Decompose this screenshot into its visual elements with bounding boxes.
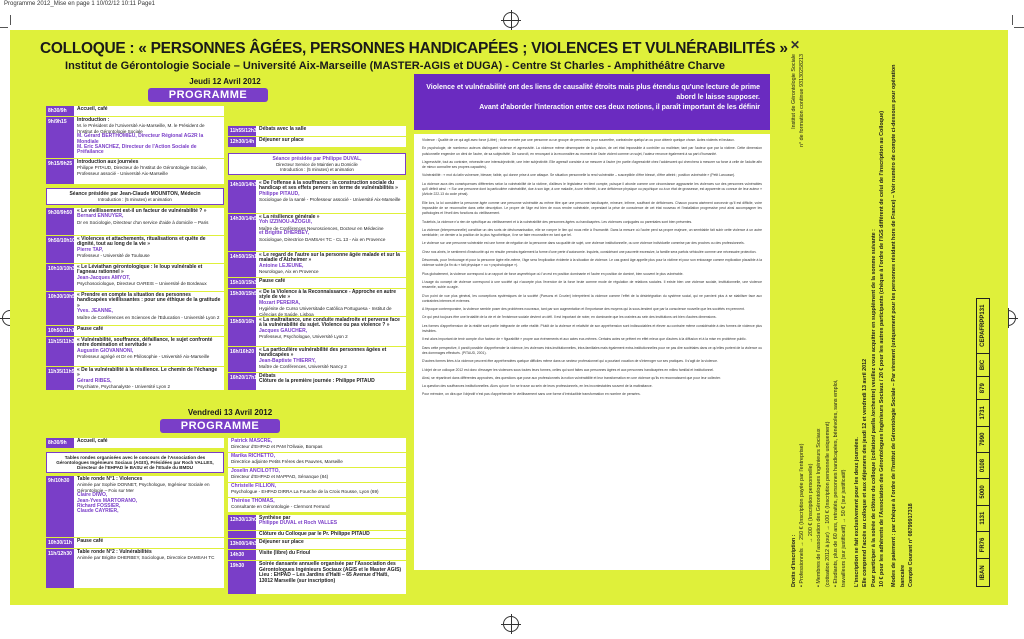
schedule-row [228, 252, 406, 278]
time-slot: 10h30/11h [46, 538, 74, 548]
time-slot: 11h35/11h55 [46, 367, 74, 390]
speaker-name: Thérèse THOMAS, [231, 498, 275, 504]
bank-cell: 5000 [977, 478, 989, 504]
speaker-name: Claude CAYRIER, [77, 508, 119, 515]
schedule-row [46, 159, 224, 185]
fee-line: → 200 € (Inscription personnelle) [807, 463, 814, 543]
schedule-row [228, 137, 406, 148]
row-title: Table ronde N°2 : Vulnérabilités [77, 549, 152, 555]
account-number: Compte Courant n° 08799917318 [908, 503, 915, 587]
schedule-row [228, 289, 406, 317]
schedule-row [46, 337, 224, 367]
speaker-name: et Brigitte DHERBEY, [259, 230, 310, 237]
row-title: « La particulière vulnérabilité des personnes âgées et handicapées » [259, 347, 387, 359]
body-paragraph: Ainsi, se répartiront dans différentes approches, des questions que pose aux professionnels la notion vulnérabilité et leur transformation en une violence qu'ils en reconnaissent que pour leur collecter. [422, 375, 721, 380]
time-slot: 8h30/9h [46, 438, 74, 448]
schedule-row [46, 236, 224, 264]
speaker-name: Marika RICHETTO, [231, 453, 276, 459]
schedule-row [46, 292, 224, 326]
intro-line: Violence et vulnérabilité ont des liens de causalité étroits mais plus étendus qu'une lecture de prime abord le laisse supposer. [426, 84, 760, 101]
row-detail: Directrice adjointe Petits Frères des Pauvres, Marseille [231, 459, 343, 465]
fee-line: (cotisation 2012 à jour) → 100 € (Inscription personnelle uniquement) [824, 421, 831, 587]
body-paragraph: La question des souffrances institutionnelles. Alors qu'une l'on se trouve au sein de leurs professionnels, en les incontestables souvent de la maltraitance. [422, 384, 653, 389]
row-title: « Le regard de l'autre sur la personne âgée malade et sur la maladie d'Alzheimer » [259, 252, 400, 264]
bank-details-table [976, 298, 990, 587]
body-paragraph: Vulnérabilité : « mot du latin vulnerare, blesser, faible, qui donne prise à une attaque. Se situation personnelle la rend vulnérable – susceptible d'être blessé, d'être atteint ; position vulnérable » (Petit Larousse). [422, 173, 736, 178]
fee-line: • Professionnels → 250 € (Inscription payée par l'entreprise) [799, 443, 806, 587]
time-slot: 15h10/15h30 [230, 280, 260, 286]
body-paragraph: Violence : Qualité de ce qui agit avec force (Littré) ; force exercée par une personne ou un groupe de personnes pour soumettre, contraindre quelqu'un ou pour obtenir quelque chose. Actes violents et brutaux. [422, 138, 735, 142]
row-title: Introduction aux journées [77, 159, 139, 165]
body-paragraph: Dans cette perspective, il paraît possible d'appréhender la violence, les violences intra-institutionnelles, intra-familiales mais également extra-institutionnelles pour ne pas dire sociétales dans ce qu'elles portent de la violence ou des dommages effectués. (PITAUD, 2001). [422, 345, 762, 355]
row-title: « De la Violence à la Reconnaissance - Approche en autre style de vie » [259, 289, 396, 301]
row-title: Introduction : [77, 117, 110, 123]
bank-cell: 1131 [977, 505, 989, 531]
body-paragraph: A l'époque contemporaine, la violence semble poser des problèmes nouveaux, tant par son augmentation et l'importance des moyens qui la sous-tendent que par la conscience nouvelle que les sociétés en prennent. [422, 307, 745, 312]
day2-programme-banner: PROGRAMME [160, 419, 280, 433]
row-title: Clôture du Colloque par le Pr. Philippe PITAUD [259, 531, 370, 537]
schedule-row [228, 561, 406, 595]
time-slot: 14h50/15h10 [228, 252, 256, 277]
speaker-row [228, 468, 406, 483]
schedule-row [228, 373, 406, 391]
body-paragraph: L'usage du concept de violence correspond à une société qui n'accepte plus l'exercice de la force brute comme mode de régulation de relations sociales. Il existe bien une violence sociale, institutionnelle, une violence ressentie, subie ou agie. [422, 279, 762, 290]
schedule-row [46, 538, 224, 549]
row-detail: Professeur, Psychologue, Université Lyon 2 [259, 334, 348, 340]
schedule-row [46, 438, 224, 449]
speaker-row [228, 498, 406, 513]
day1-programme-banner: PROGRAMME [148, 88, 268, 102]
time-slot: 15h30/15h50 [228, 289, 256, 316]
registration-mark [503, 12, 519, 28]
crop-mark [10, 15, 11, 25]
row-detail: Directeur d'EHPAD et PAM l'Olivaie, Bompas [231, 444, 323, 450]
time-slot: 9h/10h30 [46, 476, 74, 537]
row-title: Pause café [77, 538, 104, 544]
speaker-name: Philippe PITAUD, [259, 190, 300, 197]
speaker-name: M. Gérard BERTHOMIEU, Directeur Régional AG2R la Mondiale [77, 133, 204, 145]
formation-number: n° de formation continue 93130258213 [799, 54, 806, 147]
round-table-note: Tables rondes organisées avec le concours de l'Association des Gérontologues Ingénieurs Sociaux (AGIS), Présidées par Roch VALLES, Directeur de l'EHPAD le BASU et de l'Etude du BMDU [46, 452, 224, 473]
row-detail: M. le Président de l'Université Aix-Marseille, M. le Président de l'Institut de Gérontologie Sociale [77, 123, 205, 134]
dinner-note: Pour participer à la soirée de clôture du colloque (collation/ paella /orchestre) veuillez vous acquitter en supplément de la somme suivante : [870, 229, 877, 587]
row-title: « La résilience générale » [259, 214, 320, 220]
speaker-row [228, 438, 406, 453]
row-title: « Prendre en compte la situation des personnes handicapées vieillissantes : pour une éthique de la gratitude » [77, 292, 221, 309]
row-title: Table ronde N°1 : Violences [77, 476, 143, 482]
schedule-row [46, 549, 224, 589]
registration-panel [776, 44, 1004, 599]
speaker-row [228, 483, 406, 498]
row-title: Synthèse par [259, 515, 291, 521]
row-title: Soirée dansante annuelle organisée par l'Association des Gérontologues Ingénieurs Sociaux (AGIS et le Master AGIS) [259, 561, 402, 573]
page-title: COLLOQUE : « PERSONNES ÂGÉES, PERSONNES HANDICAPÉES ; VIOLENCES ET VULNÉRABILITÉS » [40, 40, 788, 57]
row-detail: Consultante en Gérontologie - Clermont Ferrand [231, 504, 330, 510]
row-title: Pause café [259, 278, 286, 284]
meal-note: Elle comprend l'accès au colloque et aux déjeuners des jeudi 12 et vendredi 13 avril 2012 [862, 358, 869, 587]
speaker-name: Joselin ANCILOTTO, [231, 468, 280, 474]
speaker-name: Mozart PEREIRA, [259, 299, 301, 306]
body-paragraph: L'agressivité, tout au contraire, nécessite une intersubjectivité, une inter subjectivité. Elle agressif consiste à se mesurer à l'autre (en partie d'agressivité chez l'adolescent qui cherchera à mesurer sa force à celle de l'adulte afin de mieux connaître ses propres capacités). [422, 159, 762, 170]
body-text [414, 134, 770, 570]
time-slot: 10h30/10h50 [46, 292, 74, 325]
intro-panel [414, 74, 770, 130]
body-paragraph: Ce qui peut toujours être une brutalité de la vie et de l'existence sociale devient un défi. Il est important de noter, en dominante que les craintes au sein des institutions ont bien d'autres dimensions. [422, 315, 717, 320]
bank-cell: FR76 [977, 531, 989, 559]
schedule-row [228, 347, 406, 373]
body-paragraph: Les formes d'appréhension de la réalité sont partie intégrante de cette réalité. Plutôt de la violence et relativité de son appréhension sont indissociables et élever au contraire même considérable à des formes de violence plus invisibles. [422, 323, 762, 334]
body-paragraph: Plus globalement, la violence correspond à un rapport de force asymétrique où l'un est en position dominante et l'autre en position de dominé, bien souvent le plus vulnérable. [422, 271, 684, 276]
row-detail: Psychiatre, Psychanalyste - Université Lyon 2 [77, 384, 171, 390]
bank-cell: 1731 [977, 399, 989, 425]
row-title: « Le vieillissement est-il un facteur de vulnérabilité ? » [77, 208, 207, 214]
schedule-row [228, 317, 406, 347]
schedule-row [46, 476, 224, 538]
row-title: « Le Léviathan gérontologique : le loup vulnérable et l'agneau rationnel » [77, 264, 203, 276]
time-slot: 12h30/13h00 [228, 515, 256, 530]
day2-date: Vendredi 13 Avril 2012 [187, 408, 273, 417]
schedule-row [46, 106, 224, 117]
row-title: Accueil, café [77, 106, 108, 112]
day1-left-column [46, 106, 224, 391]
bank-cell: BIC [977, 353, 989, 376]
time-slot: 19h30 [228, 561, 256, 594]
schedule-row [228, 539, 406, 550]
time-slot: 9h50/10h10 [46, 236, 74, 263]
speaker-name: Patrick MASCRE, [231, 438, 273, 444]
speaker-name: Philippe DUVAL et Roch VALLES [259, 520, 338, 527]
time-slot: 11h55/12h30 [230, 128, 260, 134]
row-title: Visite (libre) du Frioul [259, 550, 311, 557]
time-slot [228, 531, 256, 538]
schedule-row [228, 531, 406, 539]
crop-mark [0, 27, 8, 28]
dinner-price: 10 € pour les adhérents de l'Association des Gérontologues Ingénieurs Sociaux / 20 € pour les autres participants (chèque à l'ordre de l'IGS différent de celui de l'inscription au Colloque) [879, 110, 886, 587]
time-slot: 15h50/16h [228, 317, 256, 346]
row-detail: Sociologue, Directrice DAMSAH TC - CL 13 - Aix en Provence [259, 236, 386, 242]
fee-line: • Membres de l'association des Gérontologues Ingénieurs Sociaux [816, 428, 823, 587]
speaker-name: Gérard RIBES, [77, 377, 112, 384]
session-subtitle: Directeur Service de Maintien au Domicile [276, 162, 358, 167]
body-paragraph: Il est alors important de tenir compte d'un facteur de « figurabilité » propre aux événements et aux actes eux-mêmes. Certains actes se prêtent en effet mieux que d'autres à la diffusion et à la mise en problème public. [422, 337, 747, 342]
row-detail: Maître de Conférences Neurosciences, Docteur en Médecine [259, 225, 384, 231]
speaker-name: Jean-Yves MARTORANO, [77, 497, 138, 504]
fees-title: Droits d'inscription : [791, 534, 797, 587]
schedule-row [46, 326, 224, 337]
speaker-name: Antoine LEJEUNE, [259, 262, 304, 269]
row-detail: Animée par Brigitte DHERBEY, Sociologue, Directrice DAMSAH TC [77, 555, 215, 561]
row-title: Débats avec la salle [259, 126, 307, 132]
body-paragraph: La violence aura des conséquences différentes selon la vulnérabilité de la victime, d'ailleurs le législateur en tient compte, puisque il aborde comme une circonstance aggravante les violences sur des personnes vulnérables qu'il définit ainsi : « Sur une personne dont la particulière vulnérabilité, due à son âge, à une maladie, à une infirmité, à une déficience physique ou psychique ou à un état de grossesse, est apparente ou connue de leur auteur » (Article 222-13 du code pénal). [422, 181, 762, 197]
session-label: Séance présidée par Jean-Claude MOUNITON, Médecin [69, 191, 201, 197]
row-detail: Professeur - Université de Toulouse [77, 253, 150, 259]
row-title: « De l'offense à la souffrance : la construction sociale du handicap et ses effets pervers en terme de vulnérabilités » [259, 180, 398, 192]
session-label: Séance présidée par Philippe DUVAL, [272, 156, 362, 162]
speaker-name: Bernard ENNUYER, [77, 213, 124, 220]
time-slot: 9h15/9h25 [46, 159, 74, 184]
row-detail: Directeur d'EHPAD et MAPPAD, Sénanque (84) [231, 474, 329, 480]
row-detail: Maître de Conférences en Sciences de l'Education - Université Lyon 2 [77, 314, 220, 320]
time-slot: 14h30/14h50 [228, 214, 256, 251]
registration-mark [503, 616, 519, 632]
inscription-note: L'inscription se fait exclusivement pour les deux journées. [853, 437, 860, 587]
speaker-name: M. Eric SANCHEZ, Directeur de l'Action Sociale de Préfailance [77, 144, 197, 156]
fee-line: • Etudiants, plus de 60 ans, retraités, personnes handicapées, bénévoles, sans emploi, [833, 379, 840, 587]
time-slot: 10h10/10h30 [46, 264, 74, 291]
fee-line: travailleurs (sur justificatif) → 50 € (sur justificatif) [841, 469, 848, 587]
day1-date: Jeudi 12 Avril 2012 [189, 77, 261, 86]
intro-line: Avant d'aborder l'interaction entre ces deux notions, il paraît important de les définir [479, 104, 760, 111]
schedule-row [228, 180, 406, 214]
body-paragraph: La violence (interpersonnelle) constitue un des sorts de déshumanisation, elle se rompre le lien qui nous relie à l'humanité. Dans la mesure où l'autre perd sa propre majeure, un semblable fait subir cette violence à un autre semblable ; ce dernier a la position de la plus hypothétique, il ne se faire reconnaître en tant que tel. [422, 227, 762, 238]
row-title: Accueil, café [77, 438, 108, 444]
time-slot: 12h30/14h [230, 139, 255, 145]
row-title: « Vulnérabilité, souffrance, défaillance, le sujet confronté entre domination et servitude » [77, 337, 213, 349]
body-paragraph: Toutefois, la violence n'a rien de spécifique au vieillissement et à la vulnérabilité des personnes âgées ou handicapées. Les violences conjugales ou parentales sont bien présentes. [422, 219, 693, 224]
schedule-row [46, 208, 224, 236]
row-title: Pause café [77, 326, 104, 332]
schedule-row [46, 117, 224, 159]
row-detail: Dr en Sociologie, Directeur d'un service d'aide à domicile – Paris [77, 219, 209, 225]
schedule-row [46, 367, 224, 391]
bank-cell: 879 [977, 376, 989, 399]
time-slot: 8h30/9h [46, 106, 74, 116]
row-detail: Psychosociologue, Directeur OAREIS – Université de Bordeaux [77, 281, 207, 287]
bank-cell: IBAN [977, 558, 989, 586]
row-detail: Sociologue de la santé - Professeur associé - Université Aix-Marseille [259, 197, 401, 203]
speaker-name: Jean-Jacques AMYOT, [77, 274, 131, 281]
page-subtitle: Institut de Gérontologie Sociale – Université Aix-Marseille (MASTER-AGIS et DUGA) - Centre St Charles - Amphithéâtre Charve [65, 60, 725, 72]
file-header: Programme 2012_Mise en page 1 10/02/12 10:11 Page1 [4, 1, 155, 7]
row-detail: Lieu : EHPAD – Les Jardins d'Haïti – 65 Avenue d'Haïti, 13012 Marseille (sur inscription) [259, 572, 389, 584]
day2-left-column [46, 438, 224, 589]
row-detail: Philippe PITAUD, Directeur de l'Institut de Gérontologie Sociale, Professeur associé - Université Aix-Marseille [77, 165, 207, 176]
speaker-name: Christelle FILLION, [231, 483, 277, 489]
schedule-row [46, 264, 224, 292]
body-paragraph: En psychologie, de nombreux auteurs distinguent violence et agressivité. La violence même désemparée de la pulsion, de cet état impossible à contrôler ou maîtriser, tant par l'auteur que par la victime. Cette dimension pulsionnelle engendre un déni de l'autre, de sa subjectivité. De surcroît, en renonçant à la reconnaître au moment de l'acte violent comme un sujet, l'auteur renonce également à sa part d'humanité. [422, 146, 762, 156]
speaker-name: Augustin GIOVANNONI, [77, 347, 134, 354]
row-detail: Hygiénite de Curso Universitade Católica Portuguesa - Institut de Ciências de Saúde, Lisboa [259, 306, 392, 316]
row-detail: Animée par Sophie DONNET, Psychologue, Ingénieur Sociale en Gérontologie – Foix sur Mer [77, 482, 210, 493]
body-paragraph: Chez nos aînés, le sentiment d'insécurité qui en résulte prendra également la forme d'une perte d'autonomie. Inquiets, considérant une pauvreté excessive, la famille sera parfois véhiculée comme une nécessaire protection. [422, 249, 757, 254]
day1-right-column [228, 126, 406, 391]
row-detail: Professeur agrégé et Dr en Philosophie - Université Aix-Marseille [77, 354, 210, 360]
body-paragraph: Désormais, pour l'entourage et pour la personne âgée elle-même, l'âge sera l'explication évidente à la situation de violence. Le cas grand âge appelle plus pour la victime et pour son entourage comme explication plausible à la violence subie (la fin du « fait physique » ou « psychologique »). [422, 258, 762, 268]
time-slot: 16h/16h20 [228, 347, 256, 372]
schedule-row [228, 515, 406, 531]
day2-right-column [228, 438, 406, 595]
schedule-row [228, 550, 406, 561]
speaker-name: Jacques GAUCHER, [259, 327, 308, 334]
schedule-row [228, 214, 406, 252]
speaker-name: Yoh IZZINOU-AZOGUI, [259, 219, 312, 226]
row-title: « Violences et attachements, ritualisations et quête de dignité, tout au long de la vie » [77, 236, 206, 248]
time-slot: 16h20/17h15 [228, 373, 256, 390]
body-paragraph: Le violence sur une personne vulnérable est une forme de négation de la personne dans sa qualité de sujet, une violence institutionnelle, ou une violence individuelle commise par des proches ou des professionnels. [422, 241, 745, 246]
crop-mark [1014, 27, 1024, 28]
body-paragraph: D'autres formes liées à la violence peuvent être appréhendées quelque difficiles même dans un secteur professionnel qui a pourtant vocation de s'interroger sur ses pratiques. Il s'agit de la violence. [422, 359, 718, 364]
time-slot: 10h50/11h15 [48, 328, 78, 334]
row-title: Débats [259, 373, 276, 379]
body-paragraph: Pour mémoire, on dira que l'objectif n'est pas d'appréhender le vieillissement sans une forme d'irréductible transformation en nombre de pensées. [422, 392, 641, 397]
body-paragraph: L'objet de ce colloque 2012 est donc d'essayer les violences sous toutes leurs formes, celles qui sont faites aux personnes âgées et aux personnes handicapées en milieu familial et institutionnel. [422, 367, 714, 372]
time-slot: 14h10/14h30 [228, 180, 256, 213]
row-detail: Clôture de la première journée : Philippe PITAUD [259, 378, 375, 385]
row-title: Déjeuner sur place [259, 539, 304, 546]
row-title: Déjeuner sur place [259, 137, 304, 143]
session-note: Introduction : (5 minutes) et animation [98, 197, 172, 202]
row-detail: Neurologue, Aix en Provence [259, 269, 319, 275]
session-note: Introduction : (5 minutes) et animation [280, 167, 354, 172]
bank-cell: 0108 [977, 452, 989, 478]
bank-cell: CEPAFRPP131 [979, 304, 986, 347]
schedule-row [228, 126, 406, 137]
row-title: « La maltraitance, une conduite maladroite et perverse face à la vulnérabilité du sujet. Violence ou pas violence ? » [259, 317, 400, 329]
row-detail: Maître de Conférences, Université Nancy 2 [259, 364, 347, 370]
row-detail: Psychologue - EHPAD DIRRA La Fourche de la Croix Rousse, Lyon (69) [231, 489, 379, 495]
time-slot: 9h/9h15 [46, 117, 74, 158]
session-chair [46, 188, 224, 205]
close-icon: ✕ [790, 38, 801, 52]
time-slot: 11h/12h30 [46, 549, 74, 588]
schedule-row [228, 278, 406, 289]
speaker-name: Jean-Baptiste THIERRY, [259, 357, 316, 364]
payment-note: Modes de paiement : par chèque à l'ordre de l'Institut de Gérontologie Sociale – Par virement (uniquement pour les personnes résidant hors de France) – Voir numéro de compte ci-dessous pour opération bancaire [891, 64, 906, 587]
institute-name: Institut de Gérontologie Sociale [791, 54, 797, 129]
time-slot: 13h00/14h30 [230, 541, 260, 548]
body-paragraph: D'un point de vue plus général, les conceptions systémiques de la société (Parsons et Crozier) interprètent la violence comme l'effet de la désintégration du système social, qui ne parvient plus à se stabiliser face aux contraintes internes et externes. [422, 293, 762, 303]
time-slot: 9h30/9h50 [46, 208, 74, 235]
speaker-name: Pierre TAP, [77, 246, 103, 253]
bank-cell: 7990 [977, 426, 989, 452]
crop-mark [1012, 15, 1013, 25]
session-chair [228, 153, 406, 175]
speaker-name: Yves. JEANNE, [77, 308, 113, 315]
speaker-row [228, 453, 406, 468]
body-paragraph: Elle lors, la loi considère la personne âgée comme une personne vulnérable au même titre que une personne handicapée, mineure, infirme, souffrant de déficiences. Chacun pourra aisément concevoir qu'il est difficile, voire impossible de se reconnaître dans cette description. Le propre de l'âge est bien de nous rendre vulnérable, cependant la prise de conscience de cet état nouveau et l'installation progressive peut ainsi accompagner les pathologies et l'éveil des fonctions du vieillissement. [422, 200, 762, 216]
time-slot: 14h30 [228, 550, 256, 560]
speaker-name: Richard FOSSIER, [77, 503, 121, 510]
time-slot: 11h15/11h35 [46, 337, 74, 366]
speaker-name: Claire DIWO, [77, 492, 108, 499]
row-title: « De la vulnérabilité à la résilience. Le chemin de l'échange » [77, 367, 218, 379]
